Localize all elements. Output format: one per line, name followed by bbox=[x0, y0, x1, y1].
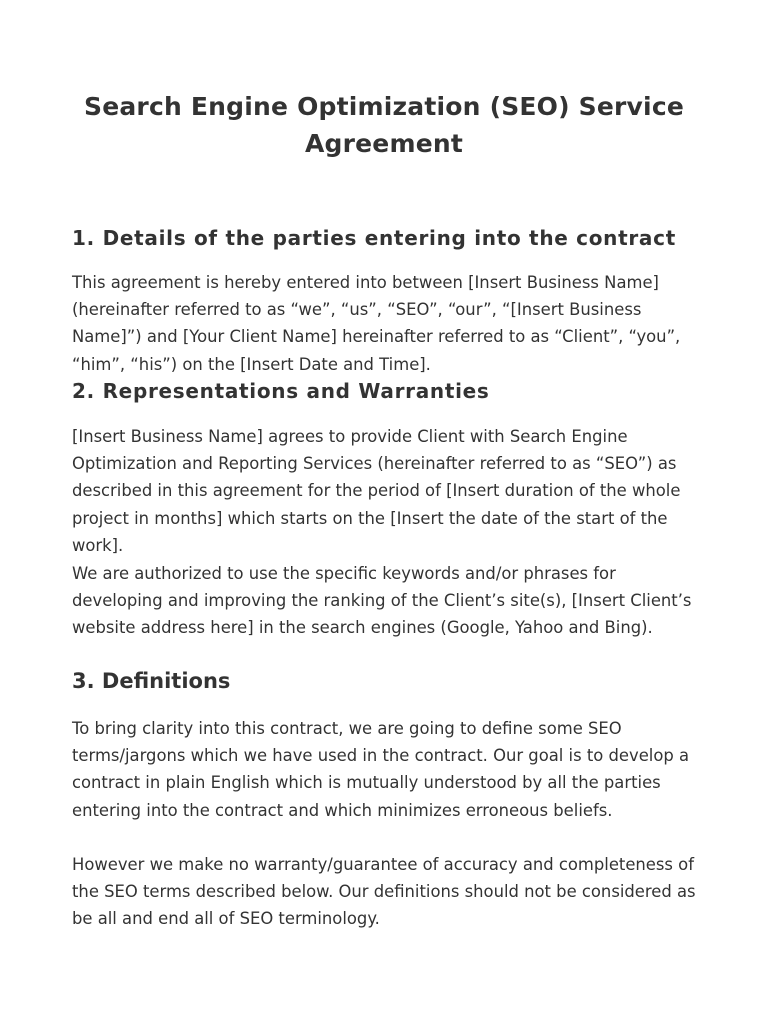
section-1-paragraph-1: This agreement is hereby entered into between [Insert Business Name] (hereinafter referred to as “we”, “us”, “SEO”, “our”, “[Insert Business Name]”) and [Your Client Name] hereinafter referred to as “Client”, “you”, “him”, “his”) on the [Insert Date and Time]. bbox=[72, 273, 681, 374]
document-title: Search Engine Optimization (SEO) Service Agreement bbox=[83, 92, 684, 158]
section-2-paragraph-2: We are authorized to use the specific keywords and/or phrases for developing and improving the ranking of the Client’s site(s), [Insert Client’s website address here] in the search engines (Google, Yahoo and Bing). bbox=[72, 564, 692, 638]
section-2-paragraph-1: [Insert Business Name] agrees to provide Client with Search Engine Optimization and Reporting Services (hereinafter referred to as “SEO”) as described in this agreement for the period of [Insert duration of the whole project in months] which starts on the [Insert the date of the start of the work]. bbox=[72, 427, 681, 555]
section-3-paragraph-2: However we make no warranty/guarantee of accuracy and completeness of the SEO terms described below. Our definitions should not be considered as be all and end all of SEO terminology. bbox=[72, 855, 696, 929]
section-2-heading: 2. Representations and Warranties bbox=[72, 379, 490, 403]
section-3-heading: 3. Definitions bbox=[72, 669, 231, 693]
section-1-heading: 1. Details of the parties entering into the contract bbox=[72, 226, 676, 250]
section-3-paragraph-1: To bring clarity into this contract, we are going to define some SEO terms/jargons which we have used in the contract. Our goal is to develop a contract in plain English which is mutually understood by all the parties entering into the contract and which minimizes erroneous beliefs. bbox=[72, 719, 690, 820]
